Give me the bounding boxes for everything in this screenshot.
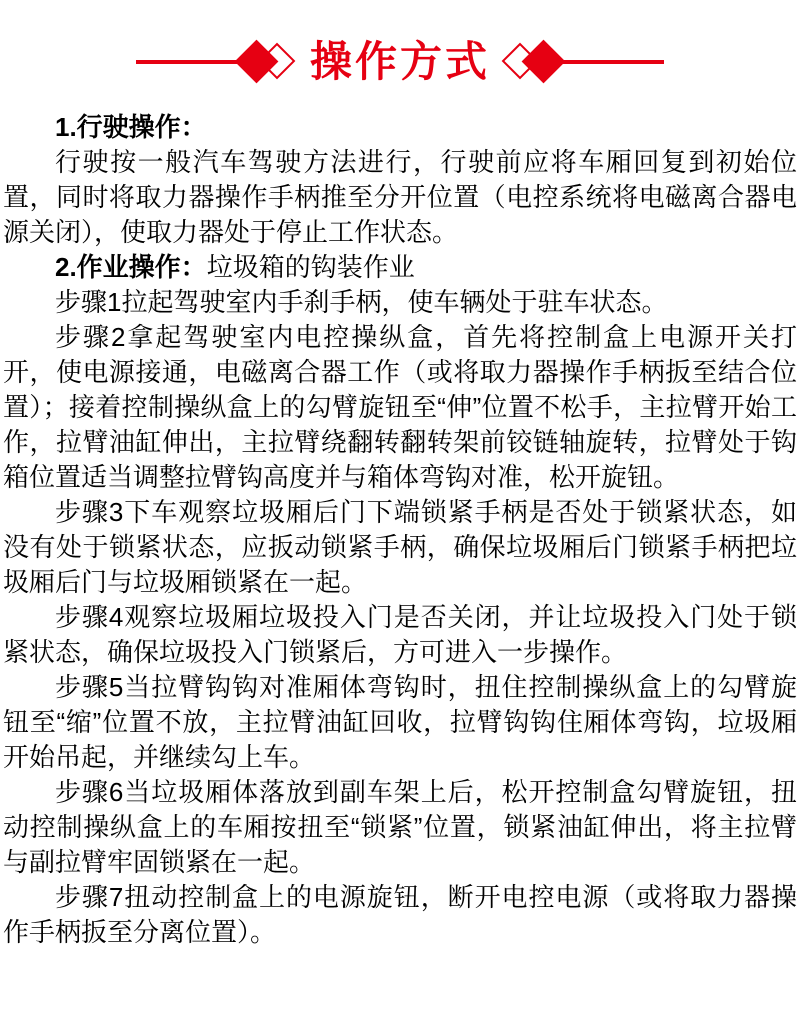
header-rule-left xyxy=(136,60,238,64)
paragraph-step-5: 步骤5当拉臂钩钩对准厢体弯钩时，扭住控制操纵盒上的勾臂旋钮至“缩”位置不放，主拉臂油缸回收，拉臂钩钩住厢体弯钩，垃圾厢开始吊起，并继续勾上车。 xyxy=(3,672,797,772)
paragraph-step-4: 步骤4观察垃圾厢垃圾投入门是否关闭，并让垃圾投入门处于锁紧状态，确保垃圾投入门锁紧后，方可进入一步操作。 xyxy=(3,602,797,667)
paragraph-step-6: 步骤6当垃圾厢体落放到副车架上后，松开控制盒勾臂旋钮，扭动控制操纵盒上的车厢按扭至“锁紧”位置，锁紧油缸伸出，将主拉臂与副拉臂牢固锁紧在一起。 xyxy=(3,777,797,877)
paragraph-step-3: 步骤3下车观察垃圾厢后门下端锁紧手柄是否处于锁紧状态，如没有处于锁紧状态，应扳动锁紧手柄，确保垃圾厢后门锁紧手柄把垃圾厢后门与垃圾厢锁紧在一起。 xyxy=(3,497,797,597)
page-title: 操作方式 xyxy=(309,38,490,85)
section-2-subtitle: 垃圾箱的钩装作业 xyxy=(206,252,415,282)
header-ornament-right xyxy=(504,38,562,86)
paragraph-step-1: 步骤1拉起驾驶室内手刹手柄，使车辆处于驻车状态。 xyxy=(55,287,668,317)
instructions-body xyxy=(0,88,800,950)
diamond-filled-icon xyxy=(522,40,566,84)
paragraph-step-2: 步骤2拿起驾驶室内电控操纵盒，首先将控制盒上电源开关打开，使电源接通，电磁离合器工作（或将取力器操作手柄扳至结合位置）；接着控制操纵盒上的勾臂旋钮至“伸”位置不松手，主拉臂开始工作，拉臂油缸伸出，主拉臂绕翻转翻转架前铰链轴旋转，拉臂处于钩箱位置适当调整拉臂钩高度并与箱体弯钩对准，松开旋钮。 xyxy=(3,322,797,492)
section-2-heading: 2.作业操作： xyxy=(55,252,207,282)
header-rule-right xyxy=(562,60,664,64)
section-2-heading-row xyxy=(3,250,797,285)
paragraph-step-7: 步骤7扭动控制盒上的电源旋钮，断开电控电源（或将取力器操作手柄扳至分离位置）。 xyxy=(3,882,797,947)
header-ornament-left xyxy=(238,38,296,86)
section-1-heading-row xyxy=(3,110,797,145)
section-header xyxy=(0,36,800,88)
paragraph-driving: 行驶按一般汽车驾驶方法进行，行驶前应将车厢回复到初始位置，同时将取力器操作手柄推至分开位置（电控系统将电磁离合器电源关闭），使取力器处于停止工作状态。 xyxy=(3,147,797,247)
section-1-heading: 1.行驶操作： xyxy=(55,112,207,142)
